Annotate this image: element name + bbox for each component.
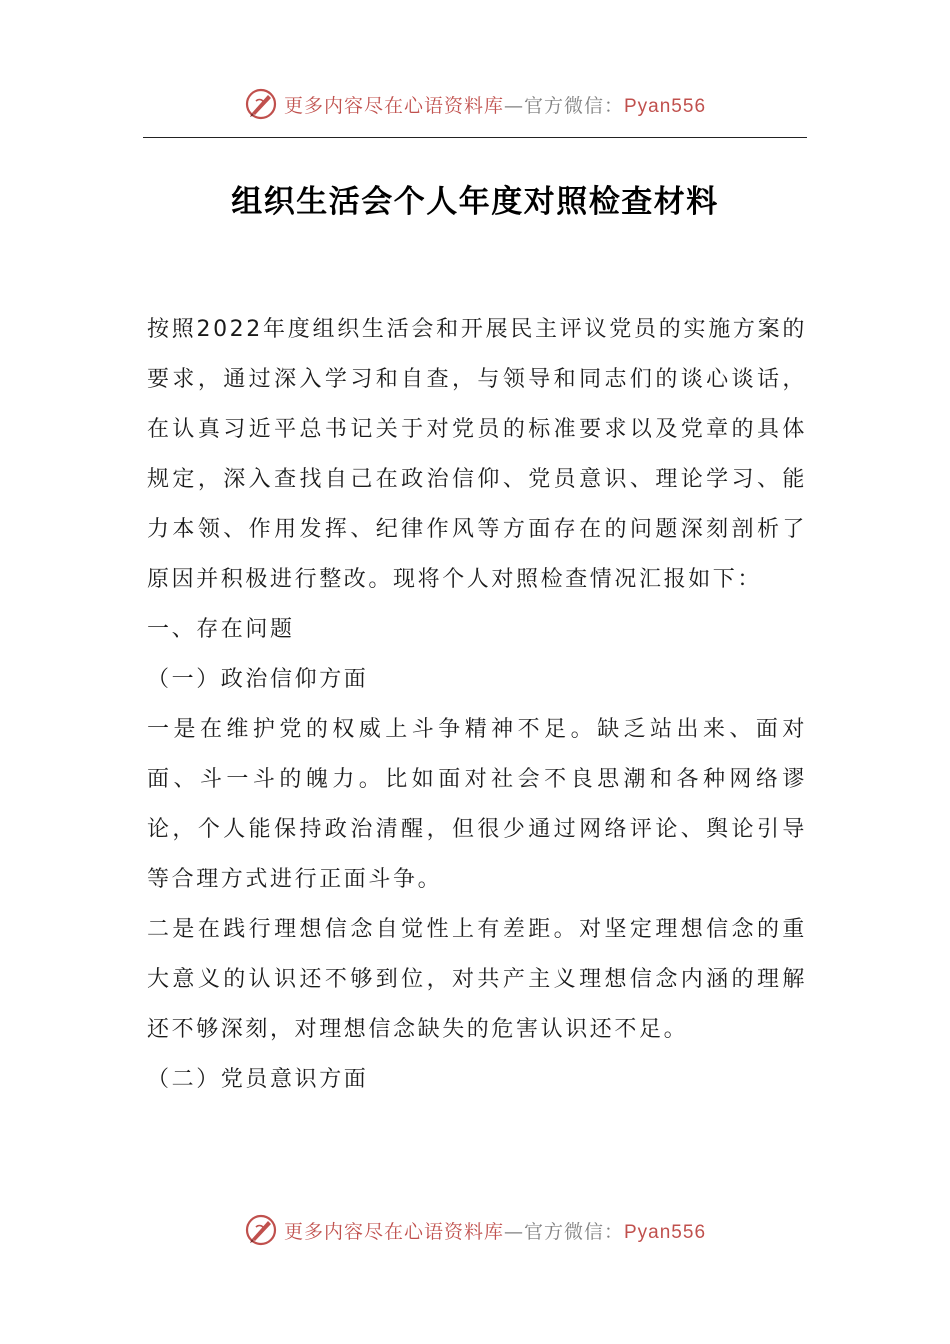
banner-official-text: —官方微信： <box>503 1220 624 1243</box>
banner-main-text: 更多内容尽在心语资料库 <box>283 94 504 117</box>
pen-logo-icon <box>244 1213 278 1247</box>
subsection-heading: （二）党员意识方面 <box>147 1067 369 1092</box>
header-divider <box>143 137 807 138</box>
header-banner[interactable] <box>0 82 950 126</box>
paragraph: 二是在践行理想信念自觉性上有差距。对坚定理想信念的重大意义的认识还不够到位，对共产主义理想信念内涵的理解还不够深刻，对理想信念缺失的危害认识还不足。 <box>147 917 807 1042</box>
banner-main-text: 更多内容尽在心语资料库 <box>283 1220 504 1243</box>
banner-text <box>284 1217 706 1244</box>
section-heading: 一、存在问题 <box>147 617 295 642</box>
banner-wechat-id: Pyan556 <box>624 1221 707 1243</box>
pen-logo-icon <box>244 87 278 121</box>
banner-wechat-id: Pyan556 <box>624 95 707 117</box>
paragraph: 一是在维护党的权威上斗争精神不足。缺乏站出来、面对面、斗一斗的魄力。比如面对社会不良思潮和各种网络谬论，个人能保持政治清醒，但很少通过网络评论、舆论引导等合理方式进行正面斗争。 <box>147 717 807 892</box>
document-title: 组织生活会个人年度对照检查材料 <box>231 184 719 220</box>
paragraph-intro: 按照2022年度组织生活会和开展民主评议党员的实施方案的要求，通过深入学习和自查，与领导和同志们的谈心谈话，在认真习近平总书记关于对党员的标准要求以及党章的具体规定，深入查找自己在政治信仰、党员意识、理论学习、能力本领、作用发挥、纪律作风等方面存在的问题深刻剖析了原因并积极进行整改。现将个人对照检查情况汇报如下： <box>147 317 807 592</box>
document-body <box>147 305 807 1105</box>
subsection-heading: （一）政治信仰方面 <box>147 667 369 692</box>
banner-official-text: —官方微信： <box>503 94 624 117</box>
banner-text <box>284 91 706 118</box>
footer-banner[interactable] <box>0 1208 950 1252</box>
